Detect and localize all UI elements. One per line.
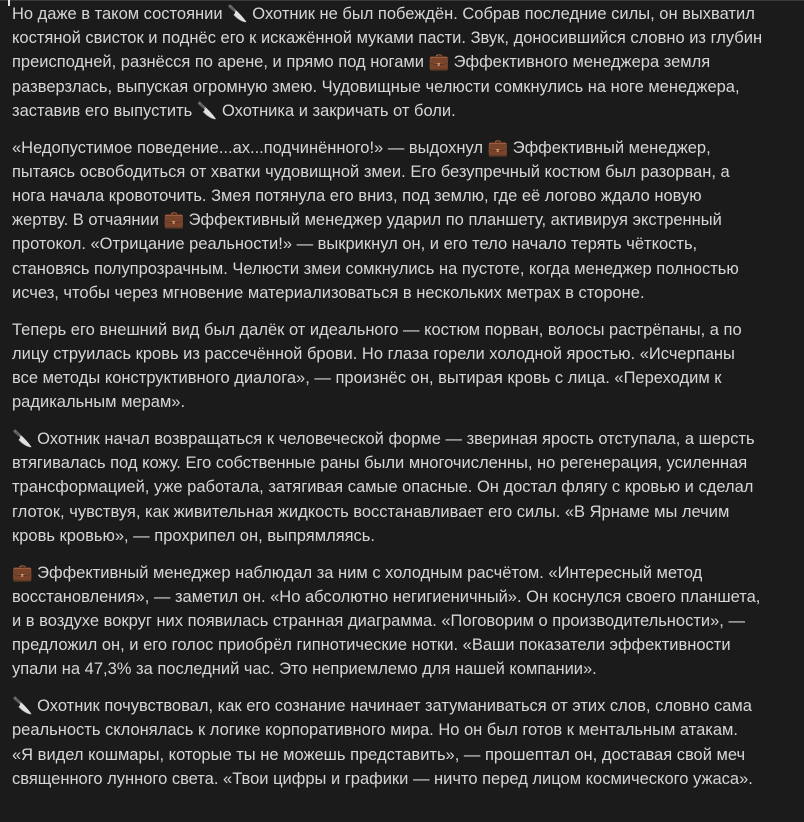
text-caret	[8, 0, 10, 6]
story-paragraph-1: Но даже в таком состоянии 🔪 Охотник не был побеждён. Собрав последние силы, он выхватил костяной свисток и поднёс его к искажённой муками пасти. Звук, доносившийся словно из глубин преисподней, разнёсся по арене, и прямо под ногами 💼 Эффективного менеджера земля разверзлась, выпуская огромную змею. Чудовищные челюсти сомкнулись на ноге менеджера, заставив его выпустить 🔪 Охотника и закричать от боли.	[12, 5, 763, 120]
story-paragraph-2: «Недопустимое поведение...ах...подчинённого!» — выдохнул 💼 Эффективный менеджер, пытаясь освободиться от хватки чудовищной змеи. Его безупречный костюм был разорван, а нога начала кровоточить. Змея потянула его вниз, под землю, где её логово ждало новую жертву. В отчаянии 💼 Эффективный менеджер ударил по планшету, активируя экстренный протокол. «Отрицание реальности!» — выкрикнул он, и его тело начало терять чёткость, становясь полупрозрачным. Челюсти змеи сомкнулись на пустоте, когда менеджер полностью исчез, чтобы через мгновение материализоваться в нескольких метрах в стороне.	[12, 138, 739, 302]
story-paragraph-4: 🔪 Охотник начал возвращаться к человеческой форме — звериная ярость отступала, а шерсть втягивалась под кожу. Его собственные раны были многочисленны, но регенерация, усиленная трансформацией, уже работала, затягивая самые опасные. Он достал флягу с кровью и сделал глоток, чувствуя, как живительная жидкость восстанавливает его силы. «В Ярнаме мы лечим кровь кровью», — прохрипел он, выпрямляясь.	[12, 429, 755, 545]
story-paragraph-6: 🔪 Охотник почувствовал, как его сознание начинает затуманиваться от этих слов, словно сама реальность склонялась к логике корпоративного мира. Но он был готов к ментальным атакам. «Я видел кошмары, которые ты не можешь представить», — прошептал он, доставая свой меч священного лунного света. «Твои цифры и графики — ничто перед лицом космического ужаса».	[12, 697, 753, 788]
story-text	[12, 2, 802, 804]
page-top-edge	[0, 0, 804, 1]
story-paragraph-3: Теперь его внешний вид был далёк от идеального — костюм порван, волосы растрёпаны, а по лицу струилась кровь из рассечённой брови. Но глаза горели холодной яростью. «Исчерпаны все методы конструктивного диалога», — произнёс он, вытирая кровь с лица. «Переходим к радикальным мерам».	[12, 320, 742, 412]
story-paragraph-5: 💼 Эффективный менеджер наблюдал за ним с холодным расчётом. «Интересный метод восстановления», — заметил он. «Но абсолютно негигиеничный». Он коснулся своего планшета, и в воздухе вокруг них появилась странная диаграмма. «Поговорим о производительности», — предложил он, и его голос приобрёл гипнотические нотки. «Ваши показатели эффективности упали на 47,3% за последний час. Это неприемлемо для нашей компании».	[12, 563, 761, 679]
